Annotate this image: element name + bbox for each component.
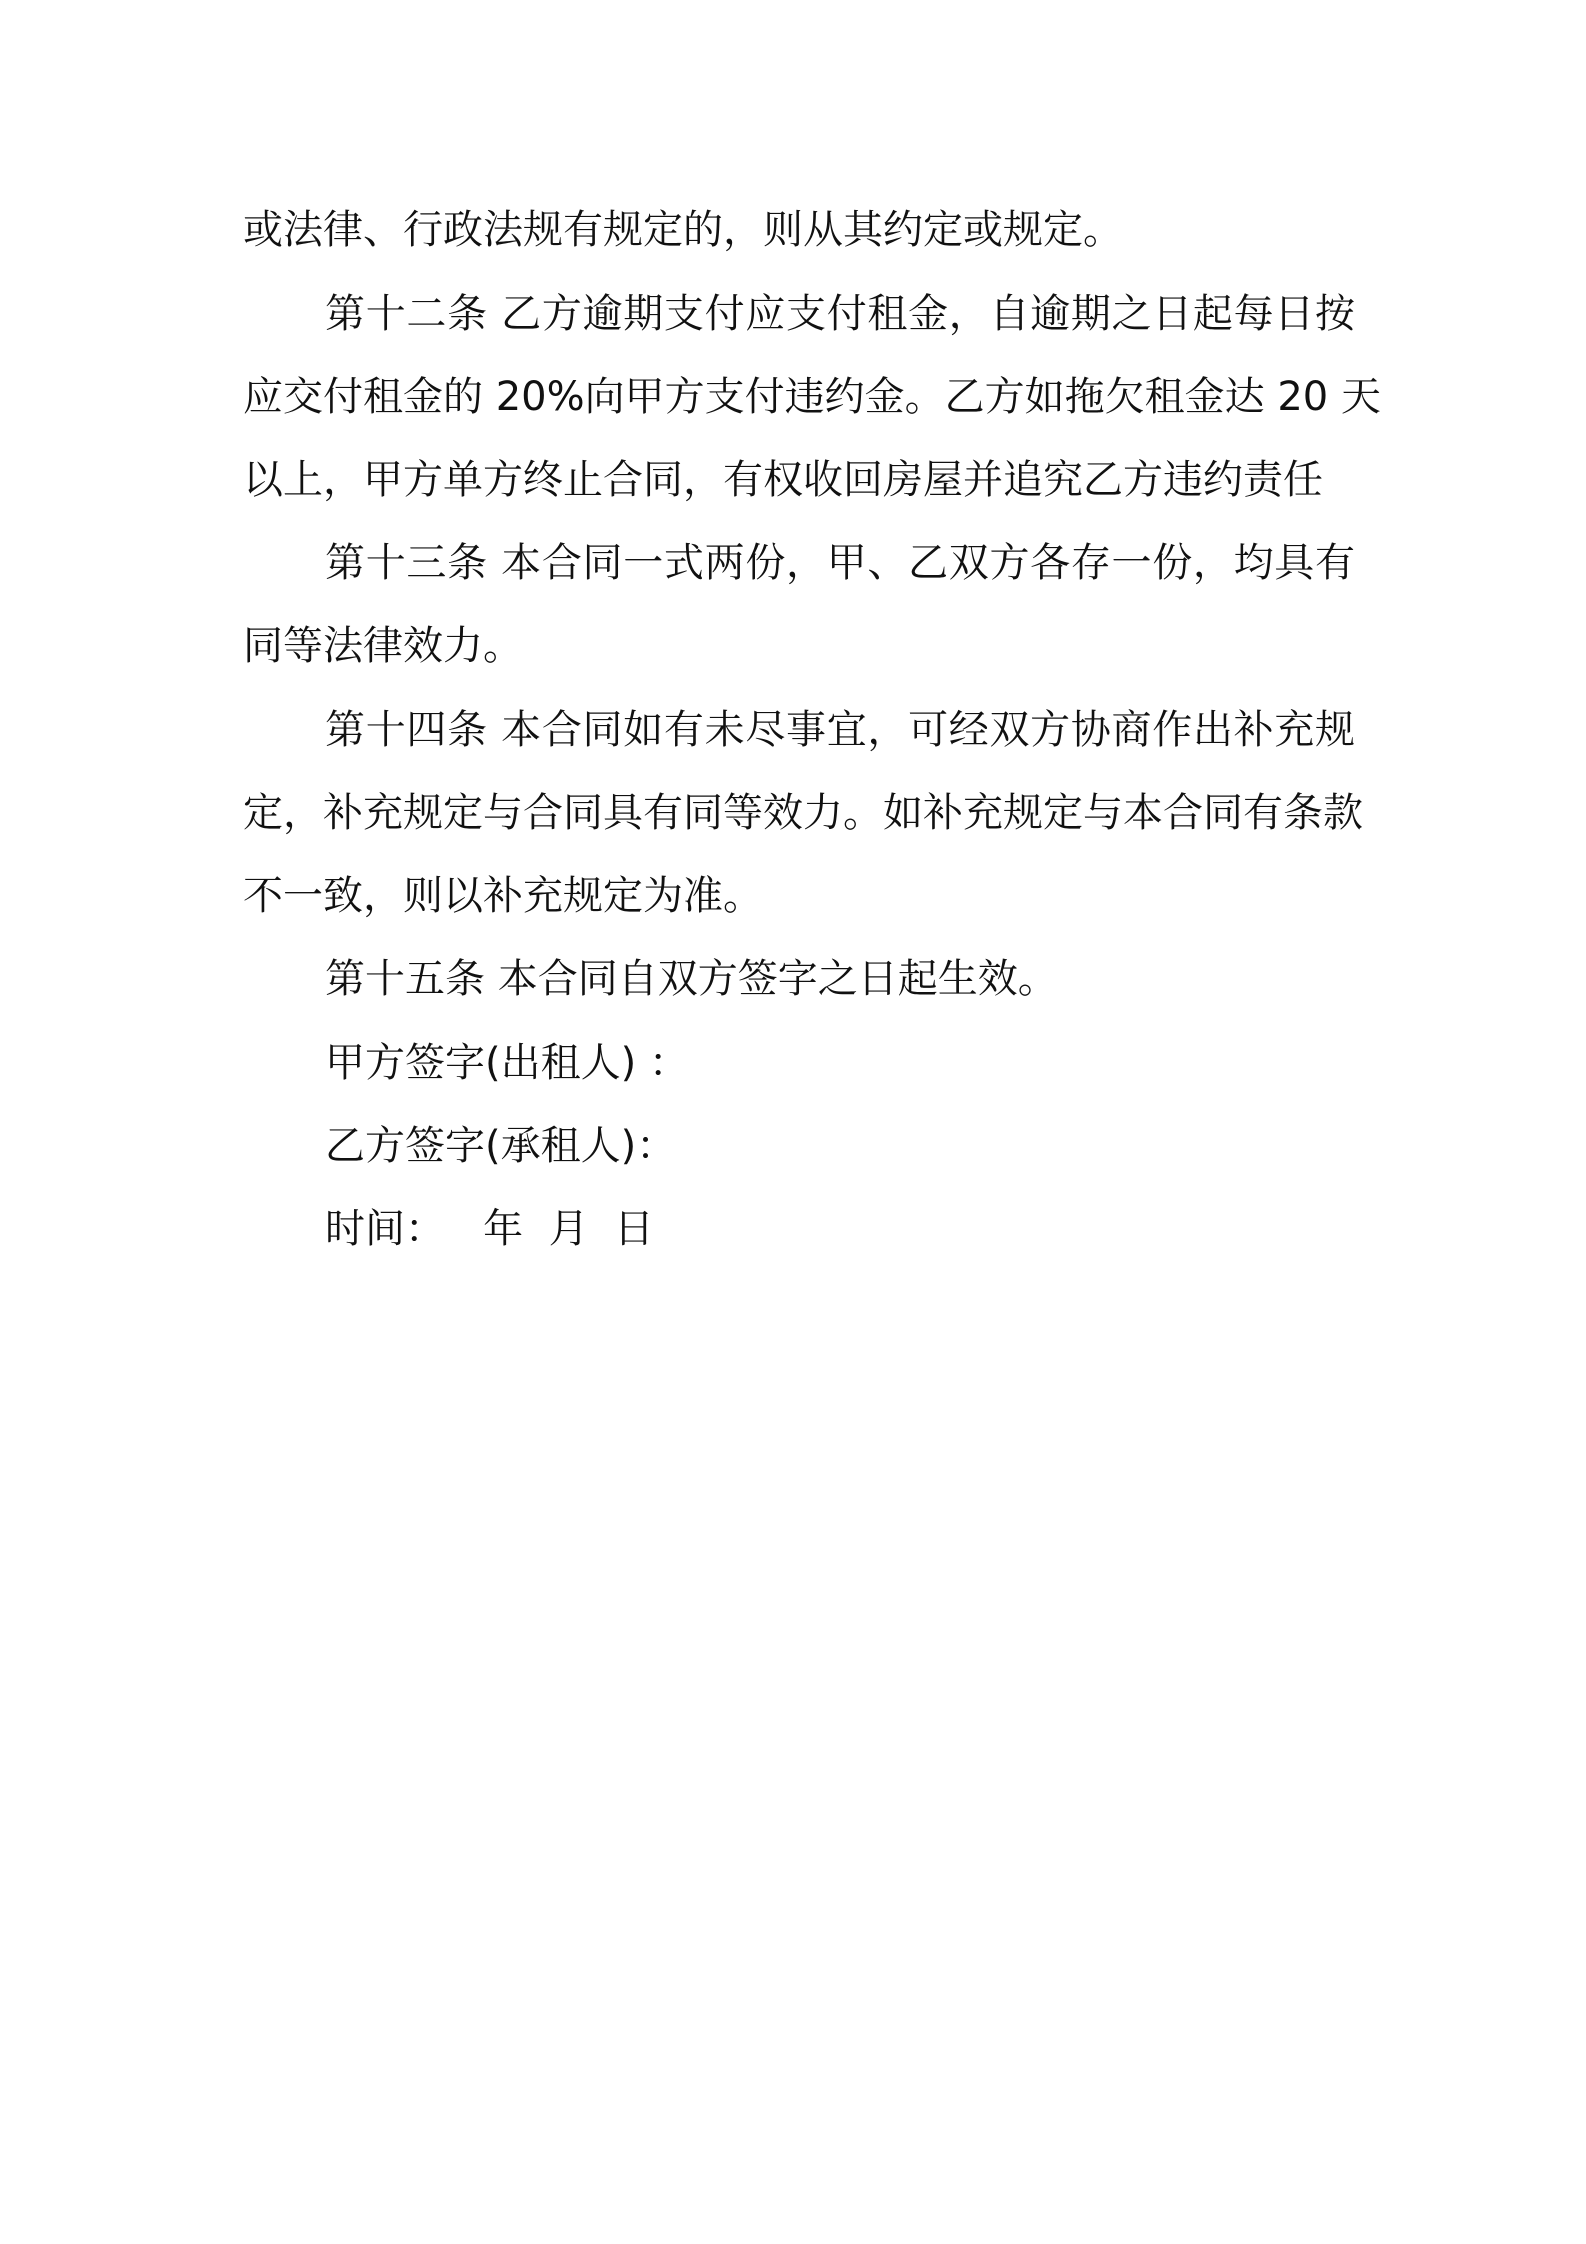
clause-13-line-1: 第十三条 本合同一式两份，甲、乙双方各存一份，均具有 (325, 540, 1355, 586)
clause-14-line-2: 定，补充规定与合同具有同等效力。如补充规定与本合同有条款 (243, 790, 1363, 836)
tenant-signature-label: 乙方签字(承租人)： (325, 1123, 677, 1169)
clause-14-line-1: 第十四条 本合同如有未尽事宜，可经双方协商作出补充规 (325, 707, 1355, 753)
clause-12-line-3: 以上，甲方单方终止合同，有权收回房屋并追究乙方违约责任 (243, 457, 1323, 503)
landlord-signature-label: 甲方签字(出租人) ： (325, 1040, 689, 1086)
clause-11-continuation-line: 或法律、行政法规有规定的，则从其约定或规定。 (243, 207, 1123, 253)
clause-15-line: 第十五条 本合同自双方签字之日起生效。 (325, 956, 1058, 1002)
signing-date-label: 时间： 年 月 日 (325, 1206, 655, 1252)
clause-13-line-2: 同等法律效力。 (243, 623, 523, 669)
clause-14-line-3: 不一致，则以补充规定为准。 (243, 873, 763, 919)
clause-12-line-2: 应交付租金的 20%向甲方支付违约金。乙方如拖欠租金达 20 天 (243, 374, 1381, 420)
clause-12-line-1: 第十二条 乙方逾期支付应支付租金，自逾期之日起每日按 (325, 291, 1355, 337)
